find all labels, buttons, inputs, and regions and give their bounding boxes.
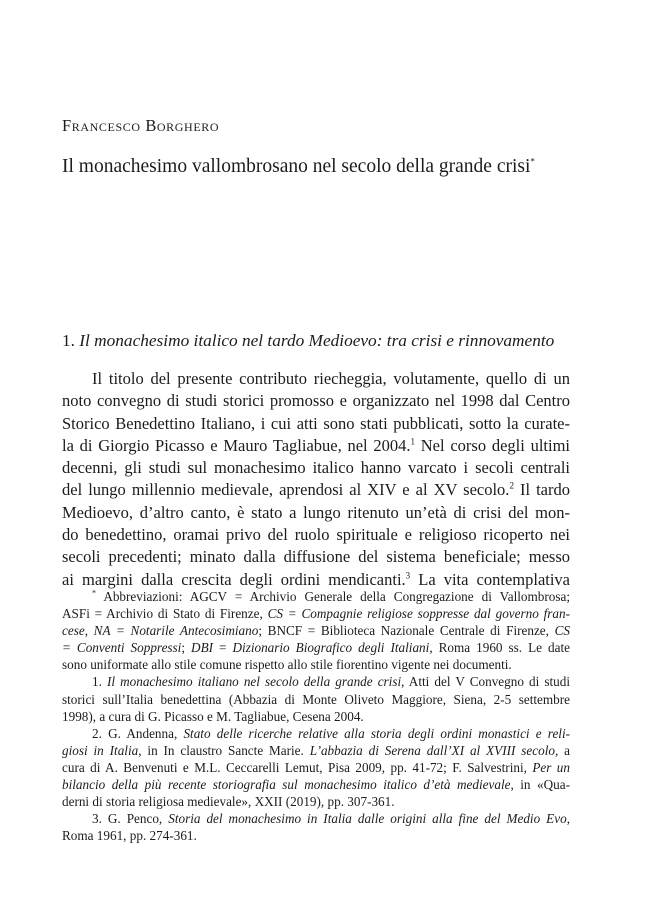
chapter-title [62, 156, 535, 178]
author-name: Francesco Borghero [62, 116, 220, 135]
body-text [62, 368, 570, 591]
title-note-mark: * [530, 156, 535, 167]
body-line: Il titolo del presente contributo riecheggia, volutamente, quello di un [92, 369, 570, 388]
body-line-text: Il tardo [513, 480, 570, 500]
footnote-2 [62, 742, 570, 759]
body-line [62, 435, 570, 457]
footnote-text: G. Penco, [107, 811, 169, 827]
footnote-2: derni di storia religiosa medievale», XXII (2019), pp. 307-361. [62, 794, 395, 810]
footnote-text: = [62, 640, 77, 656]
footnote-text: , [84, 623, 94, 639]
footnote-3: Roma 1961, pp. 274-361. [62, 828, 197, 844]
body-line-text: Nel corso degli ultimi [415, 435, 570, 455]
footnote-3 [62, 810, 570, 827]
footnote-ref-3: 3 [405, 570, 411, 581]
section-title: Il monachesimo italico nel tardo Medioevo: tra crisi e rinnovamento [79, 331, 555, 350]
footnote-text: NA [93, 623, 111, 639]
footnote-text: , in In claustro Sancte Marie. [138, 742, 310, 758]
footnote-text: , Atti del V Convegno di studi [401, 674, 571, 690]
footnote-star [62, 639, 570, 656]
footnote-text: ; [181, 640, 192, 656]
footnote-star-mark: * [92, 588, 96, 598]
footnote-text: L’abbazia di Serena dall’XI al XVIII secolo [309, 742, 555, 758]
section-heading [62, 331, 554, 351]
footnote-number: 2. [92, 725, 102, 741]
body-line-text: La vita contemplativa [410, 569, 571, 589]
footnote-text: G. Andenna, [108, 725, 184, 741]
body-line: do benedettino, oramai privo del ruolo spirituale e religioso ricoperto nei [62, 525, 570, 545]
footnote-text: Storia del monachesimo in Italia dalle origini alla fine del Medio Evo [168, 811, 567, 827]
footnote-2 [62, 725, 570, 742]
footnote-text: CS [267, 606, 283, 622]
body-line-text: del lungo millennio medievale, aprendosi al XIV e al XV secolo. [62, 480, 510, 500]
body-line-text: la di Giorgio Picasso e Mauro Tagliabue, nel 2004. [62, 435, 411, 455]
footnote-1: storici sull’Italia benedettina (Abbazia di Monte Oliveto Maggiore, Siena, 2-5 settembre [62, 691, 570, 707]
footnote-text: = [213, 640, 233, 656]
footnote-text: cese [62, 623, 85, 639]
footnote-2 [62, 759, 570, 776]
body-line [62, 479, 570, 501]
footnote-text: CS [554, 623, 571, 639]
chapter-title-text: Il monachesimo vallombrosano nel secolo della grande crisi [62, 156, 531, 177]
footnote-star: sono uniformate allo stile comune rispetto allo stile fiorentino vigente nei documenti. [62, 657, 512, 673]
footnote-star [62, 588, 570, 605]
footnote-text: Compagnie religiose soppresse dal governo fran- [301, 606, 570, 622]
footnote-text: cura di A. Benvenuti e M.L. Ceccarelli Lemut, Pisa 2009, pp. 41-72; F. Salvestrini, [62, 759, 533, 775]
footnote-text: Dizionario Biografico degli Italiani [232, 640, 430, 656]
section-number: 1. [62, 331, 75, 350]
footnote-text: , [566, 811, 570, 827]
footnote-text: bilancio della più recente storiografia sul monachesimo italico d’età medievale [62, 777, 511, 793]
footnote-text: Per un [532, 759, 570, 775]
footnote-text: DBI [191, 640, 214, 656]
footnote-text: Stato delle ricerche relative alla storia degli ordini monastici e reli- [183, 725, 571, 741]
footnote-text: , a [554, 742, 570, 758]
body-line: decenni, gli studi sul monachesimo italico hanno varcato i secoli centrali [62, 458, 570, 478]
footnote-text: , in «Qua- [510, 777, 570, 793]
footnote-ref-1: 1 [410, 436, 416, 447]
footnote-number: 3. [92, 811, 102, 827]
footnote-text: giosi in Italia [62, 742, 139, 758]
footnote-1 [62, 673, 570, 690]
footnote-text: ASFi = Archivio di Stato di Firenze, [62, 606, 268, 622]
footnote-2 [62, 776, 570, 793]
footnote-star [62, 605, 570, 622]
footnote-star [62, 622, 570, 639]
footnote-1: 1998), a cura di G. Picasso e M. Tagliabue, Cesena 2004. [62, 708, 364, 724]
footnote-number: 1. [92, 674, 102, 690]
body-line: secoli precedenti; minato dalla diffusione del sistema beneficiale; messo [62, 547, 570, 567]
footnote-text: Abbreviazioni: AGCV = Archivio Generale della Congregazione di Vallombrosa; [103, 589, 571, 604]
footnote-ref-2: 2 [509, 480, 514, 491]
footnote-text: Il monachesimo italiano nel secolo della grande crisi [106, 674, 402, 690]
footnote-text: Conventi Soppressi [76, 640, 182, 656]
footnote-text: ; BNCF = Biblioteca Nazionale Centrale di Firenze, [258, 623, 555, 639]
footnotes [62, 588, 570, 844]
body-line: noto convegno di studi storici promosso e organizzato nel 1998 dal Centro [62, 391, 570, 411]
body-line-text: ai margini dalla crescita degli ordini mendicanti. [62, 569, 406, 589]
footnote-text: Notarile Antecosimiano [130, 623, 259, 639]
body-line: Medioevo, d’altro canto, è stato a lungo ritenuto un’età di crisi del mon- [62, 502, 570, 522]
body-line: Storico Benedettino Italiano, i cui atti sono stati pubblicati, sotto la curate- [62, 413, 570, 433]
footnote-text: = [282, 606, 302, 622]
footnote-text: = [110, 623, 131, 639]
footnote-text: , Roma 1960 ss. Le date [429, 640, 570, 656]
